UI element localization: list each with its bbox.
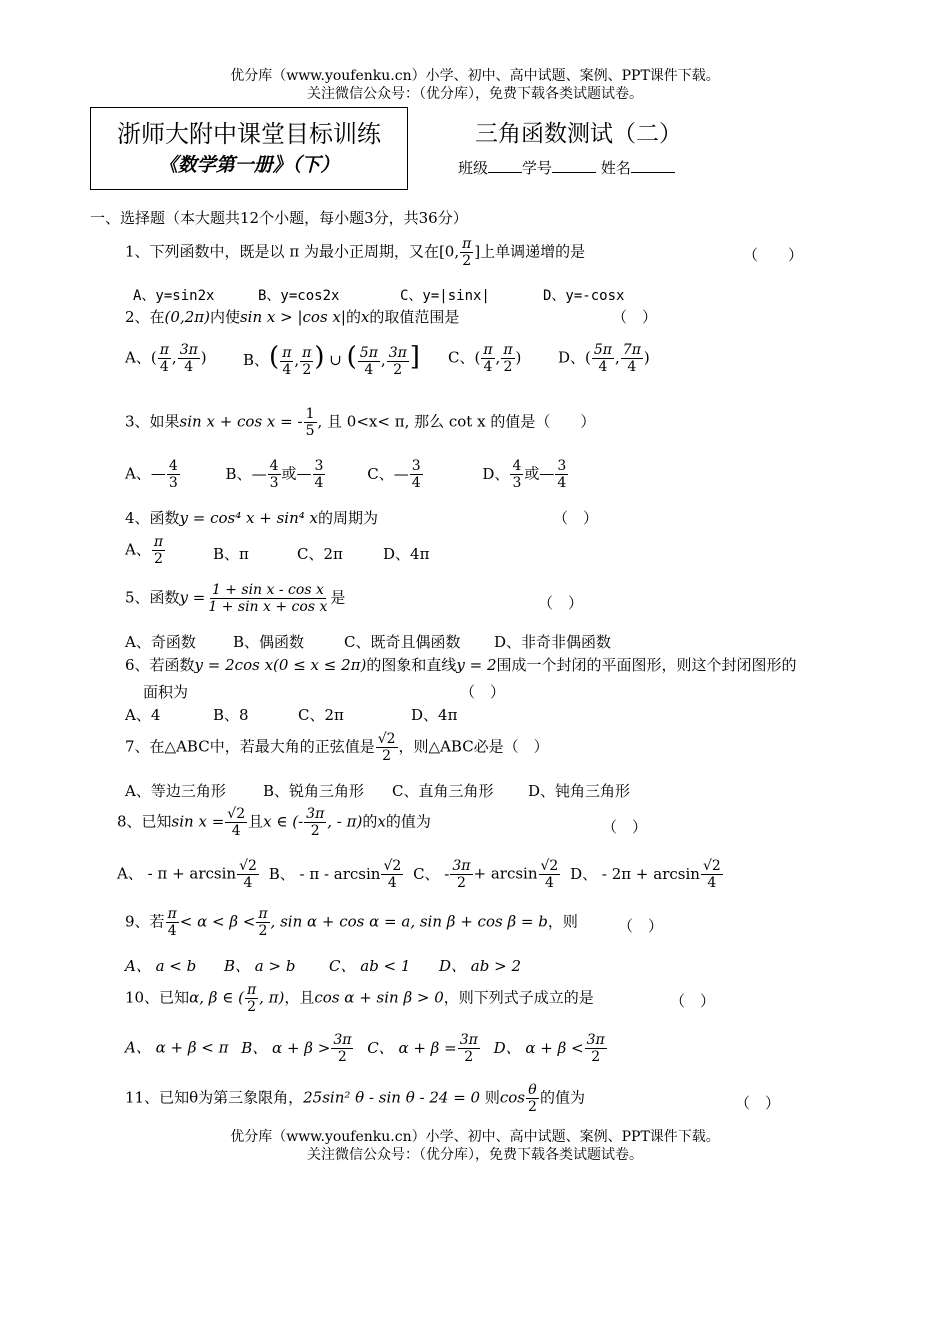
q11-answer-paren: （ ） (735, 1094, 781, 1112)
q5-option-a: A、奇函数 (125, 633, 196, 651)
q1-option-b: B、y=cos2x (258, 288, 340, 304)
header-line-1: 优分库（www.youfenku.cn）小学、初中、高中试题、案例、PPT课件下载。 (230, 68, 720, 84)
name-blank[interactable] (631, 172, 675, 173)
q6-option-a: A、4 (125, 706, 161, 724)
q3-options: A、— $\frac{4}{3}$ B、— $\frac{4}{3}$ 或— $\frac{3}{4}$ C、— $\frac{3}{4}$ D、 $\frac{4}{3}$ 或— $\frac{3}{4}$ (125, 458, 567, 491)
q4-option-d: D、4π (383, 545, 430, 563)
q1-text-b: ]上单调递增的是 (474, 242, 586, 261)
question-9: 9、若 $\frac{\pi}{4}$ < α < β < $\frac{\pi}{2}$ , sin α + cos α = a, sin β + cos β = b，则 (125, 906, 578, 939)
question-8: 8、已知sin x = $\frac{√2}{4}$ 且x ∈ (- $\frac{3\pi}{2}$ , - π)的x的值为 (117, 806, 431, 839)
q7-option-c: C、直角三角形 (392, 782, 494, 800)
q6-option-d: D、4π (411, 706, 458, 724)
question-6: 6、若函数y = 2cos x(0 ≤ x ≤ 2π)的图象和直线y = 2围成一个封闭的平面图形，则这个封闭图形的 (125, 656, 797, 674)
q6-option-b: B、8 (213, 706, 249, 724)
q5-option-b: B、偶函数 (233, 633, 305, 651)
q7-option-b: B、锐角三角形 (263, 782, 365, 800)
q5-answer-paren: （ ） (538, 594, 584, 612)
page-title: 三角函数测试（二） (475, 121, 682, 147)
q6-line-2: 面积为 (143, 683, 189, 701)
q2-option-c: C、( $\frac{\pi}{4}$ , $\frac{\pi}{2}$ ) (448, 342, 522, 375)
q4-option-a: A、 $\frac{\pi}{2}$ (125, 534, 164, 567)
student-info (458, 157, 675, 178)
q4-option-c: C、2π (297, 545, 343, 563)
footer-line-2: 关注微信公众号：（优分库），免费下载各类试题试卷。 (307, 1147, 643, 1163)
section-heading: 一、选择题（本大题共12个小题，每小题3分，共36分） (90, 209, 468, 227)
question-11: 11、已知θ为第三象限角，25sin² θ - sin θ - 24 = 0 则cos $\frac{\theta}{2}$ 的值为 (125, 1082, 585, 1115)
q9-answer-paren: （ ） (618, 917, 664, 935)
q2-option-a: A、( $\frac{\pi}{4}$ , $\frac{3\pi}{4}$ ) (125, 342, 207, 375)
footer-line-1: 优分库（www.youfenku.cn）小学、初中、高中试题、案例、PPT课件下载。 (230, 1129, 720, 1145)
number-label: 学号 (522, 159, 553, 177)
q7-option-d: D、钝角三角形 (528, 782, 631, 800)
q9-option-c: C、 ab < 1 (329, 957, 411, 975)
q9-option-a: A、 a < b (125, 957, 197, 975)
box-line-1: 浙师大附中课堂目标训练 (117, 120, 381, 148)
fraction: $\frac{\pi}{2}$ (462, 236, 472, 269)
q2-option-b: B、( $\frac{\pi}{4}$ , $\frac{\pi}{2}$ ) ∪ ( $\frac{5\pi}{4}$ , $\frac{3\pi}{2}$ ] (243, 342, 420, 378)
question-7: 7、在△ABC中，若最大角的正弦值是 $\frac{√2}{2}$ ，则△ABC必是（ ） (125, 731, 549, 764)
question-4: 4、函数y = cos⁴ x + sin⁴ x的周期为 (125, 509, 379, 527)
class-label: 班级 (458, 159, 489, 177)
q9-option-d: D、 ab > 2 (439, 957, 521, 975)
q1-answer-paren: （ ） (743, 246, 804, 264)
q2-answer-paren: （ ） (612, 308, 658, 326)
box-line-2: 《数学第一册》（下） (158, 154, 340, 176)
q4-option-b: B、π (213, 545, 249, 563)
q1-option-c: C、y=|sinx| (400, 288, 490, 304)
q8-options: A、 - π + arcsin $\frac{√2}{4}$ B、 - π - arcsin $\frac{√2}{4}$ C、 - $\frac{3\pi}{2}$ + arcsin $\frac{√2}{4}$ D、 - 2π + arcsin $\frac{√2}{4}$ (117, 858, 721, 891)
q2-option-d: D、( $\frac{5\pi}{4}$ , $\frac{7\pi}{4}$ ) (558, 342, 650, 375)
question-2: 2、在(0,2π)内使sin x > |cos x|的x的取值范围是 (125, 308, 460, 326)
name-label: 姓名 (600, 159, 631, 177)
q4-answer-paren: （ ） (553, 509, 599, 527)
question-5: 5、函数y = $\frac{\text{1 + sin x - cos x}}{\text{1 + sin x + cos x}}$ 是 (125, 582, 346, 615)
q10-options: A、 α + β < π B、 α + β > $\frac{3\pi}{2}$ C、 α + β = $\frac{3\pi}{2}$ D、 α + β < $\frac{3\pi}{2}$ (125, 1032, 605, 1065)
q9-option-b: B、 a > b (224, 957, 296, 975)
class-blank[interactable] (488, 172, 522, 173)
question-3: 3、如果sin x + cos x = - $\frac{1}{5}$ , 且 0<x< π, 那么 cot x 的值是（ ） (125, 406, 596, 439)
q6-answer-paren: （ ） (460, 683, 506, 701)
q7-option-a: A、等边三角形 (125, 782, 226, 800)
q1-text-a: 1、下列函数中，既是以 π 为最小正周期，又在[0, (125, 242, 460, 261)
q1-option-d: D、y=-cosx (543, 288, 625, 304)
q10-answer-paren: （ ） (670, 992, 716, 1010)
title-box (90, 107, 408, 190)
q8-answer-paren: （ ） (602, 818, 648, 836)
q1-option-a: A、y=sin2x (133, 288, 215, 304)
question-10: 10、已知α, β ∈ ( $\frac{\pi}{2}$ , π)，且cos α + sin β > 0，则下列式子成立的是 (125, 982, 594, 1015)
q5-option-d: D、非奇非偶函数 (494, 633, 612, 651)
number-blank[interactable] (552, 172, 596, 173)
q5-option-c: C、既奇且偶函数 (344, 633, 461, 651)
question-1 (125, 236, 585, 269)
header-line-2: 关注微信公众号：（优分库），免费下载各类试题试卷。 (307, 86, 643, 102)
q6-option-c: C、2π (298, 706, 344, 724)
